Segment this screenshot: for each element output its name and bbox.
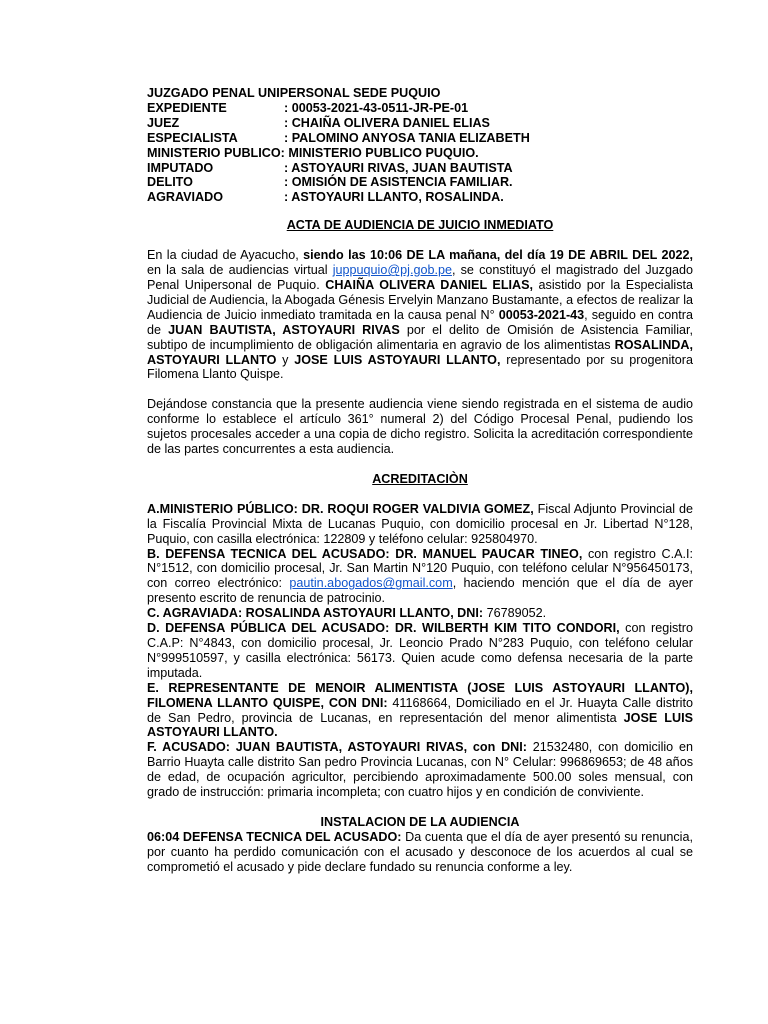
party-a bbox=[147, 502, 693, 547]
instalacion-text: Da cuenta que el día de ayer presentó su renuncia, por cuanto ha perdido comunicación con el acusado y desconoce de los acuerdos al cual se comprometió el acusado y pide declare fundado su renuncia conforme a ley. bbox=[147, 829, 693, 874]
party-heading: B. DEFENSA TECNICA DEL ACUSADO: DR. MANUEL PAUCAR TINEO, bbox=[147, 546, 583, 561]
header-label: MINISTERIO PUBLICO: bbox=[147, 145, 285, 160]
intro-text: asistido por la Especialista Judicial de Audiencia, la Abogada Génesis Ervelyin Manzano Bustamante, a efectos de realizar la Audiencia de Juicio inmediato tramitada en la causa penal N° bbox=[147, 277, 694, 322]
party-text: , haciendo mención que el día de ayer presento escrito de renuncia de patrocinio. bbox=[147, 576, 693, 606]
header-value: : ASTOYAURI LLANTO, ROSALINDA. bbox=[284, 190, 504, 205]
party-heading: E. REPRESENTANTE DE MENOIR ALIMENTISTA (JOSE LUIS ASTOYAURI LLANTO), FILOMENA LLANTO QUISPE, CON DNI: bbox=[147, 680, 693, 710]
header-row-ministerio bbox=[147, 146, 693, 161]
party-heading: A.MINISTERIO PÚBLICO: DR. ROQUI ROGER VALDIVIA GOMEZ, bbox=[147, 501, 534, 516]
intro-datetime: siendo las 10:06 DE LA mañana, del día 19 DE ABRIL DEL 2022, bbox=[303, 248, 694, 263]
intro-text: por el delito de Omisión de Asistencia Familiar, subtipo de incumplimiento de obligación alimentaria en agravio de los alimentistas bbox=[147, 322, 693, 352]
header-value: MINISTERIO PUBLICO PUQUIO. bbox=[284, 145, 479, 160]
party-text: 41168664, Domiciliado en el Jr. Huayta Calle distrito de San Pedro, provincia de Lucanas, en representación del menor alimentista bbox=[147, 695, 693, 725]
case-number: 00053-2021-43 bbox=[498, 307, 585, 322]
intro-text: , se constituyó el magistrado del Juzgado Penal Unipersonal de Puquio. bbox=[147, 263, 693, 292]
header-value: : ASTOYAURI RIVAS, JUAN BAUTISTA bbox=[284, 160, 513, 175]
accused-name: JUAN BAUTISTA, ASTOYAURI RIVAS bbox=[168, 322, 400, 337]
header-label: IMPUTADO bbox=[147, 160, 214, 175]
minor-name: JOSE LUIS ASTOYAURI LLANTO, bbox=[294, 352, 501, 367]
document-page bbox=[147, 86, 693, 875]
minor-name: JOSE LUIS ASTOYAURI LLANTO. bbox=[147, 710, 693, 740]
party-b bbox=[147, 547, 693, 607]
intro-text: , seguido en contra de bbox=[147, 307, 693, 337]
header-label: JUEZ bbox=[147, 115, 180, 130]
header-value: : 00053-2021-43-0511-JR-PE-01 bbox=[284, 100, 469, 115]
header-label: ESPECIALISTA bbox=[147, 130, 238, 145]
party-c bbox=[147, 606, 693, 621]
header-label: EXPEDIENTE bbox=[147, 100, 227, 115]
header-row-imputado bbox=[147, 161, 693, 176]
party-d bbox=[147, 621, 693, 681]
constancia-paragraph: Dejándose constancia que la presente audiencia viene siendo registrada en el sistema de audio conforme lo establece el artículo 361° numeral 2) del Código Procesal Penal, pudiendo los sujetos procesales acceder a una copia de dicho registro. Solicita la acreditación correspondiente de las partes concurrentes a esta audiencia. bbox=[147, 397, 693, 457]
header-row-juez bbox=[147, 116, 693, 131]
party-heading: D. DEFENSA PÚBLICA DEL ACUSADO: DR. WILBERTH KIM TITO CONDORI, bbox=[147, 621, 620, 636]
header-value: : PALOMINO ANYOSA TANIA ELIZABETH bbox=[284, 130, 530, 145]
instalacion-heading: 06:04 DEFENSA TECNICA DEL ACUSADO: bbox=[147, 829, 402, 844]
header-row-delito bbox=[147, 175, 693, 190]
header-label: DELITO bbox=[147, 175, 193, 190]
acreditacion-title: ACREDITACIÒN bbox=[372, 471, 468, 486]
instalacion-paragraph bbox=[147, 830, 693, 875]
judge-name: CHAIÑA OLIVERA DANIEL ELIAS, bbox=[325, 277, 534, 292]
header-row-expediente bbox=[147, 101, 693, 116]
acta-title: ACTA DE AUDIENCIA DE JUICIO INMEDIATO bbox=[286, 218, 554, 233]
intro-paragraph bbox=[147, 248, 693, 382]
header-value: : OMISIÓN DE ASISTENCIA FAMILIAR. bbox=[284, 175, 513, 190]
party-text: 21532480, con domicilio en Barrio Huayta calle distrito San pedro Provincia Lucanas, con N° Celular: 996869653; de 48 años de edad, de ocupación agricultor, percibiendo aproximadamente 500.00 soles mensual, con grado de instrucción: primaria incompleta; con cuatro hijos y en condición de conviviente. bbox=[147, 740, 693, 800]
party-text: Fiscal Adjunto Provincial de la Fiscalía Provincial Mixta de Lucanas Puquio, con domicilio procesal en Jr. Libertad N°128, Puquio, con casilla electrónica: 122809 y teléfono celular: 925804970. bbox=[147, 501, 693, 546]
lawyer-email-link[interactable]: pautin.abogados@gmail.com bbox=[289, 576, 453, 591]
header-label: AGRAVIADO bbox=[147, 190, 224, 205]
party-f bbox=[147, 740, 693, 800]
court-email-link[interactable]: juppuquio@pj.gob.pe bbox=[332, 263, 452, 278]
party-e bbox=[147, 681, 693, 741]
header-value: : CHAIÑA OLIVERA DANIEL ELIAS bbox=[284, 115, 490, 130]
party-text: con registro C.A.I: N°1512, con domicilio procesal, Jr. San Martin N°120 Puquio, con teléfono celular N°956450173, con correo electrónico: bbox=[147, 546, 693, 591]
instalacion-title: INSTALACION DE LA AUDIENCIA bbox=[320, 814, 520, 829]
party-text: 76789052. bbox=[483, 606, 547, 621]
court-name: JUZGADO PENAL UNIPERSONAL SEDE PUQUIO bbox=[147, 86, 441, 100]
intro-text: representado por su progenitora Filomena Llanto Quispe. bbox=[147, 352, 693, 382]
party-heading: C. AGRAVIADA: ROSALINDA ASTOYAURI LLANTO, DNI: bbox=[147, 606, 484, 621]
victim-name: ROSALINDA, ASTOYAURI LLANTO bbox=[147, 337, 693, 367]
party-text: con registro C.A.P: N°4843, con domicilio procesal, Jr. Leoncio Prado N°283 Puquio, con teléfono celular N°999510597, y casilla electrónica: 56173. Quien acude como defensa necesaria de la parte imputada. bbox=[147, 621, 693, 680]
intro-text: En la ciudad de Ayacucho, bbox=[147, 248, 304, 263]
header-row-especialista bbox=[147, 131, 693, 146]
party-heading: F. ACUSADO: JUAN BAUTISTA, ASTOYAURI RIVAS, con DNI: bbox=[147, 740, 527, 755]
intro-text: y bbox=[276, 352, 295, 367]
header-row-agraviado bbox=[147, 190, 693, 205]
intro-text: en la sala de audiencias virtual bbox=[147, 263, 333, 278]
